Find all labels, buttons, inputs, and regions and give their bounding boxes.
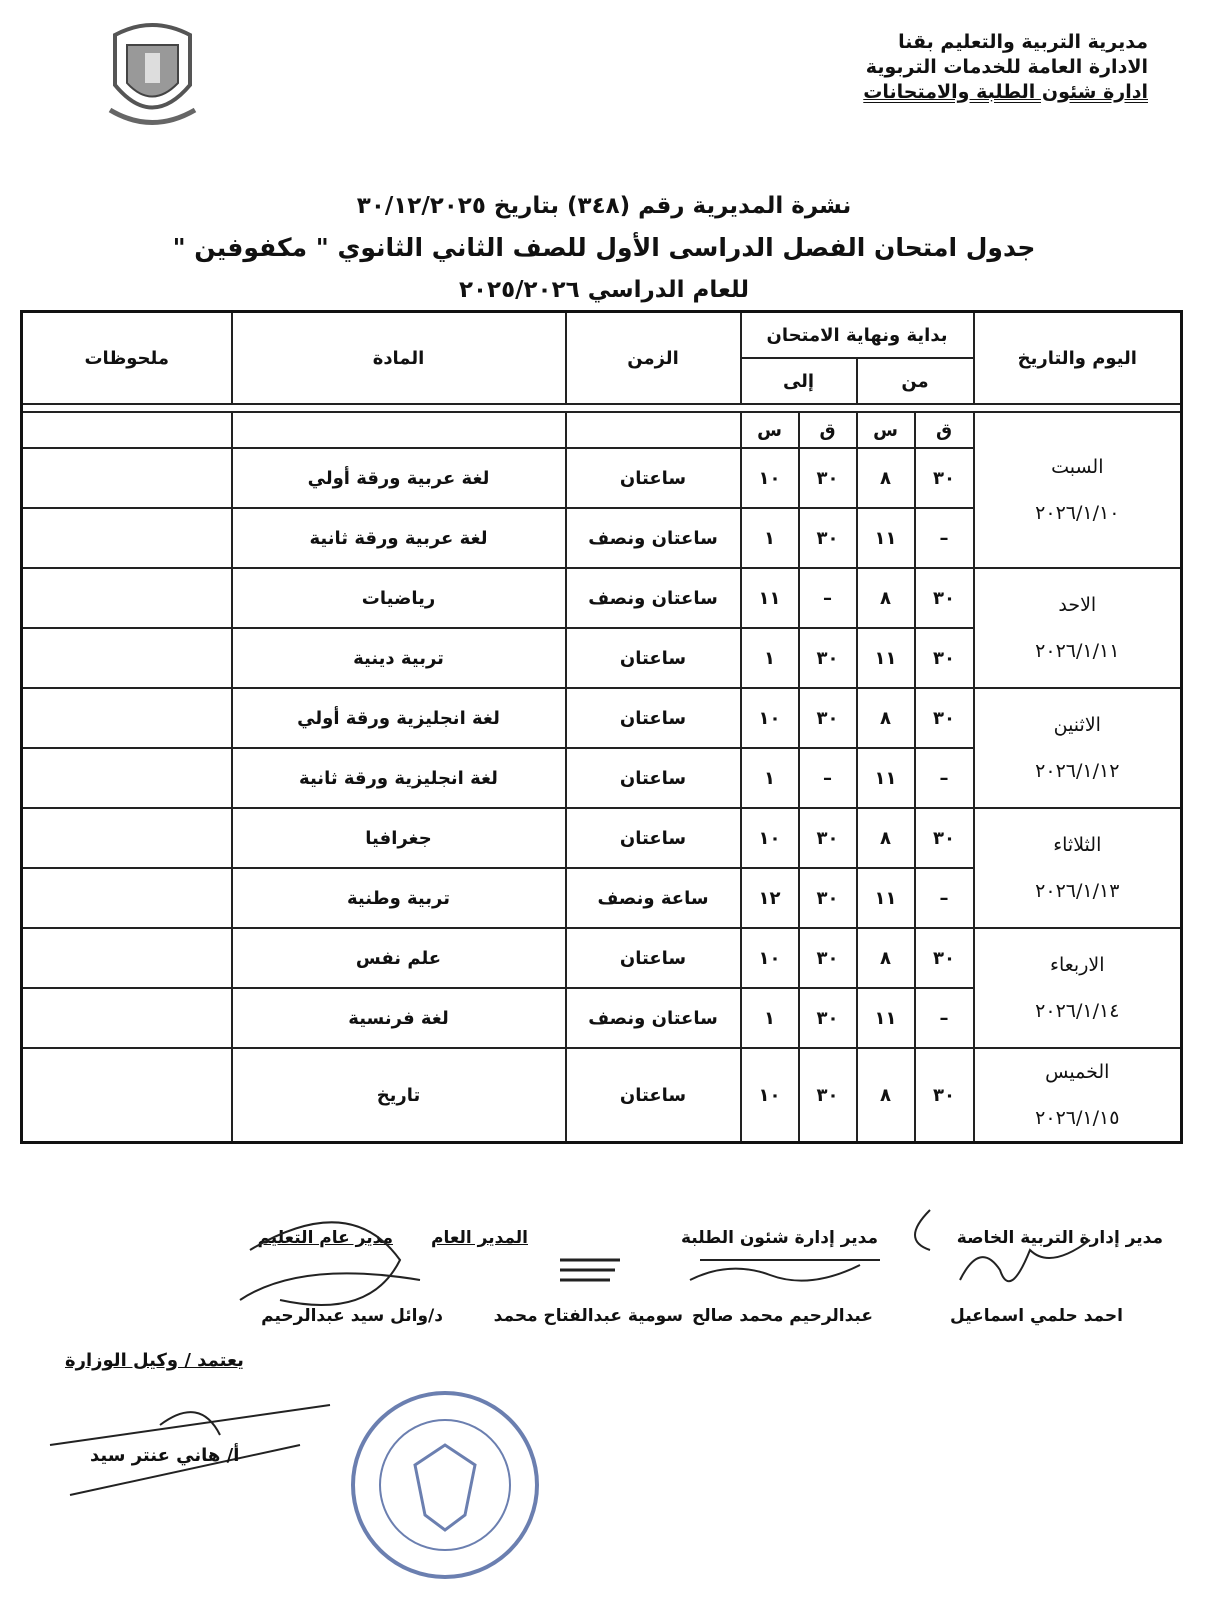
- header-start-end: بداية ونهاية الامتحان: [741, 312, 974, 359]
- duration-cell: ساعتان: [566, 448, 741, 508]
- duration-cell: ساعتان ونصف: [566, 988, 741, 1048]
- day-name: الاربعاء: [1050, 954, 1105, 976]
- from-min-cell: –: [915, 868, 974, 928]
- header-notes: ملحوظات: [22, 312, 232, 405]
- from-min-cell: ٣٠: [915, 628, 974, 688]
- org-line: الادارة العامة للخدمات التربوية: [865, 56, 1148, 78]
- duration-cell: ساعة ونصف: [566, 868, 741, 928]
- header-gap: [22, 404, 1182, 412]
- exam-schedule-table: [20, 310, 1183, 1144]
- from-hr-cell: ٨: [857, 1048, 915, 1143]
- day-date-cell: [974, 928, 1182, 1048]
- empty-cell: [566, 412, 741, 448]
- duration-cell: ساعتان: [566, 628, 741, 688]
- notes-cell: [22, 568, 232, 628]
- from-hr-cell: ٨: [857, 928, 915, 988]
- exam-date: ٢٠٢٦/١/١٠: [1035, 502, 1120, 524]
- notes-cell: [22, 808, 232, 868]
- header-subject: المادة: [232, 312, 566, 405]
- from-hr-cell: ١١: [857, 508, 915, 568]
- to-hr-cell: ١٠: [741, 928, 799, 988]
- subject-cell: لغة عربية ورقة أولي: [232, 448, 566, 508]
- day-name: الاحد: [1058, 594, 1097, 616]
- to-hr-cell: ١٠: [741, 688, 799, 748]
- subject-cell: لغة انجليزية ورقة ثانية: [232, 748, 566, 808]
- table-row: [22, 688, 1182, 748]
- notes-cell: [22, 508, 232, 568]
- from-hr-cell: ١١: [857, 868, 915, 928]
- day-date-cell: [974, 412, 1182, 568]
- from-min-cell: ٣٠: [915, 688, 974, 748]
- to-min-cell: ٣٠: [799, 868, 857, 928]
- table-row: [22, 808, 1182, 868]
- to-hr-cell: ١٠: [741, 1048, 799, 1143]
- to-hr-cell: ١٢: [741, 868, 799, 928]
- day-date-cell: [974, 568, 1182, 688]
- to-hr-cell: ١٠: [741, 448, 799, 508]
- day-date-cell: [974, 688, 1182, 808]
- subject-cell: لغة عربية ورقة ثانية: [232, 508, 566, 568]
- day-date-cell: [974, 808, 1182, 928]
- to-hr-cell: ١٠: [741, 808, 799, 868]
- subject-cell: لغة انجليزية ورقة أولي: [232, 688, 566, 748]
- header-duration: الزمن: [566, 312, 741, 405]
- to-min-cell: –: [799, 568, 857, 628]
- subject-cell: علم نفس: [232, 928, 566, 988]
- exam-date: ٢٠٢٦/١/١٥: [1035, 1107, 1120, 1129]
- official-eagle-seal-icon: [345, 1385, 545, 1585]
- signatory-name: سومية عبدالفتاح محمد: [493, 1306, 683, 1326]
- notes-cell: [22, 868, 232, 928]
- to-hr-cell: ١: [741, 508, 799, 568]
- unit-minute: ق: [799, 412, 857, 448]
- exam-date: ٢٠٢٦/١/١١: [1035, 640, 1120, 662]
- approval-name: أ/ هاني عنتر سيد: [90, 1445, 240, 1466]
- from-min-cell: –: [915, 988, 974, 1048]
- academic-year: للعام الدراسي ٢٠٢٥/٢٠٢٦: [458, 277, 750, 303]
- from-min-cell: ٣٠: [915, 448, 974, 508]
- day-name: الثلاثاء: [1053, 834, 1102, 856]
- notes-cell: [22, 1048, 232, 1143]
- duration-cell: ساعتان: [566, 688, 741, 748]
- subject-cell: تربية دينية: [232, 628, 566, 688]
- subject-cell: تاريخ: [232, 1048, 566, 1143]
- to-hr-cell: ١١: [741, 568, 799, 628]
- to-min-cell: ٣٠: [799, 808, 857, 868]
- signatory-name: عبدالرحيم محمد صالح: [692, 1306, 873, 1326]
- exam-date: ٢٠٢٦/١/١٣: [1035, 880, 1120, 902]
- table-row: [22, 1048, 1182, 1143]
- handwritten-signatures-icon: [0, 1190, 1208, 1340]
- to-min-cell: ٣٠: [799, 508, 857, 568]
- table-row: [22, 928, 1182, 988]
- to-min-cell: –: [799, 748, 857, 808]
- duration-cell: ساعتان ونصف: [566, 568, 741, 628]
- from-min-cell: ٣٠: [915, 1048, 974, 1143]
- notes-cell: [22, 748, 232, 808]
- duration-cell: ساعتان: [566, 808, 741, 868]
- notes-cell: [22, 628, 232, 688]
- duration-cell: ساعتان: [566, 1048, 741, 1143]
- exam-date: ٢٠٢٦/١/١٤: [1035, 1000, 1120, 1022]
- from-hr-cell: ١١: [857, 748, 915, 808]
- subject-cell: لغة فرنسية: [232, 988, 566, 1048]
- empty-cell: [232, 412, 566, 448]
- organization-header: [863, 30, 1148, 105]
- duration-cell: ساعتان ونصف: [566, 508, 741, 568]
- to-min-cell: ٣٠: [799, 988, 857, 1048]
- unit-hour: س: [857, 412, 915, 448]
- header-from: من: [857, 358, 974, 404]
- to-hr-cell: ١: [741, 748, 799, 808]
- to-hr-cell: ١: [741, 628, 799, 688]
- from-min-cell: –: [915, 748, 974, 808]
- bulletin-title: نشرة المديرية رقم (٣٤٨) بتاريخ ٣٠/١٢/٢٠٢٥: [356, 193, 852, 219]
- from-min-cell: –: [915, 508, 974, 568]
- time-units-row: [22, 412, 1182, 448]
- signatory-name: د/وائل سيد عبدالرحيم: [261, 1306, 443, 1326]
- approval-label: يعتمد / وكيل الوزارة: [65, 1350, 244, 1371]
- subject-cell: تربية وطنية: [232, 868, 566, 928]
- signature-title: مدير عام التعليم: [257, 1228, 393, 1248]
- empty-cell: [22, 412, 232, 448]
- subject-cell: رياضيات: [232, 568, 566, 628]
- governorate-emblem-icon: [105, 15, 200, 135]
- from-hr-cell: ٨: [857, 688, 915, 748]
- from-min-cell: ٣٠: [915, 928, 974, 988]
- day-name: الخميس: [1045, 1061, 1110, 1083]
- duration-cell: ساعتان: [566, 928, 741, 988]
- schedule-title: جدول امتحان الفصل الدراسى الأول للصف الثاني الثانوي " مكفوفين ": [172, 233, 1036, 262]
- day-name: السبت: [1051, 456, 1104, 478]
- from-hr-cell: ٨: [857, 808, 915, 868]
- header-to: إلى: [741, 358, 857, 404]
- to-hr-cell: ١: [741, 988, 799, 1048]
- to-min-cell: ٣٠: [799, 1048, 857, 1143]
- subject-cell: جغرافيا: [232, 808, 566, 868]
- from-hr-cell: ١١: [857, 988, 915, 1048]
- signature-title: مدير إدارة شئون الطلبة: [680, 1228, 878, 1248]
- unit-minute: ق: [915, 412, 974, 448]
- day-date-cell: [974, 1048, 1182, 1143]
- to-min-cell: ٣٠: [799, 448, 857, 508]
- day-name: الاثنين: [1053, 714, 1101, 736]
- from-hr-cell: ١١: [857, 628, 915, 688]
- to-min-cell: ٣٠: [799, 628, 857, 688]
- org-line: مديرية التربية والتعليم بقنا: [898, 31, 1148, 53]
- document-titles: [0, 185, 1208, 311]
- to-min-cell: ٣٠: [799, 688, 857, 748]
- from-min-cell: ٣٠: [915, 808, 974, 868]
- from-hr-cell: ٨: [857, 568, 915, 628]
- from-min-cell: ٣٠: [915, 568, 974, 628]
- to-min-cell: ٣٠: [799, 928, 857, 988]
- table-row: [22, 568, 1182, 628]
- unit-hour: س: [741, 412, 799, 448]
- signatory-name: احمد حلمي اسماعيل: [950, 1306, 1123, 1326]
- signature-title: المدير العام: [431, 1228, 528, 1248]
- notes-cell: [22, 448, 232, 508]
- notes-cell: [22, 928, 232, 988]
- notes-cell: [22, 988, 232, 1048]
- from-hr-cell: ٨: [857, 448, 915, 508]
- duration-cell: ساعتان: [566, 748, 741, 808]
- notes-cell: [22, 688, 232, 748]
- signature-title: مدير إدارة التربية الخاصة: [956, 1228, 1163, 1248]
- org-line: ادارة شئون الطلبة والامتحانات: [863, 81, 1148, 103]
- header-day-date: اليوم والتاريخ: [974, 312, 1182, 405]
- exam-date: ٢٠٢٦/١/١٢: [1035, 760, 1120, 782]
